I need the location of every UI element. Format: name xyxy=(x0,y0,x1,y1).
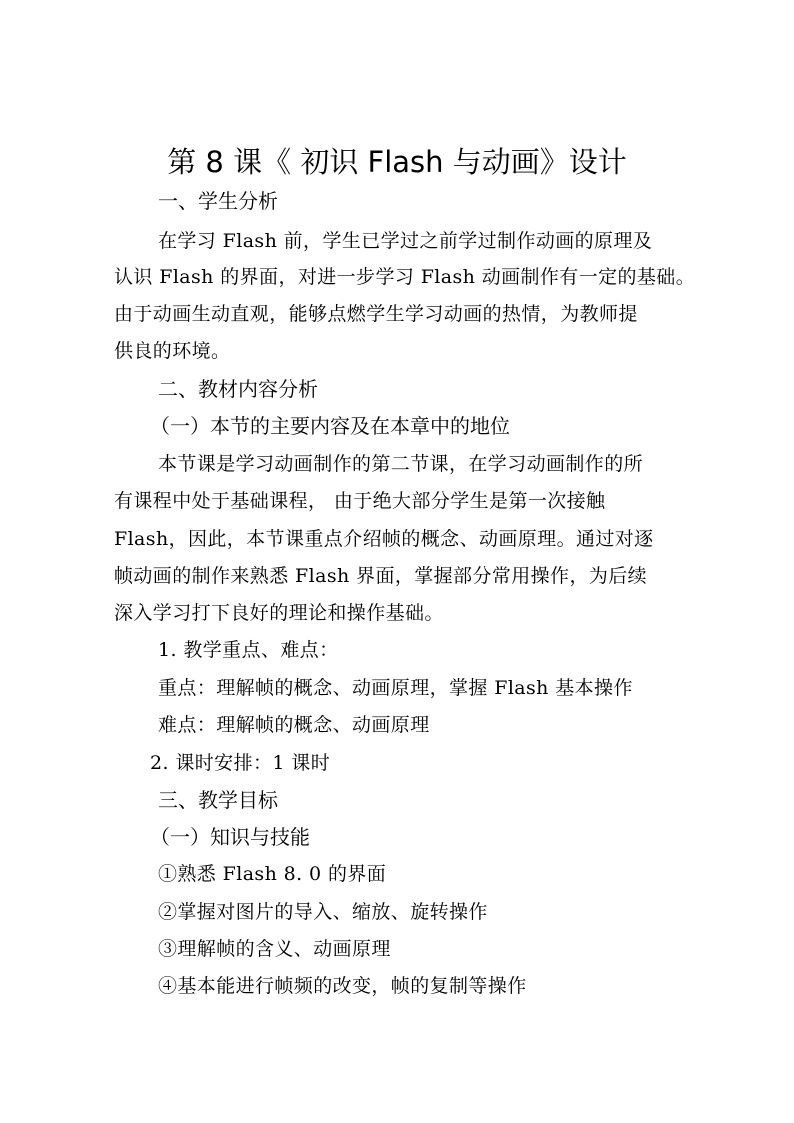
list-item-class-hours: 2. 课时安排：1 课时 xyxy=(150,752,331,774)
difficult-point-text: 难点：理解帧的概念、动画原理 xyxy=(158,714,430,736)
section-heading-content-analysis: 二、教材内容分析 xyxy=(158,377,318,401)
paragraph-line: 由于动画生动直观，能够点燃学生学习动画的热情，为教师提 xyxy=(114,303,638,325)
paragraph-line: Flash，因此，本节课重点介绍帧的概念、动画原理。通过对逐 xyxy=(114,528,654,550)
paragraph-line: 认识 Flash 的界面，对进一步学习 Flash 动画制作有一定的基础。 xyxy=(114,266,696,288)
goal-item: ③理解帧的含义、动画原理 xyxy=(158,938,391,960)
goal-item: ①熟悉 Flash 8. 0 的界面 xyxy=(158,863,387,885)
subheading-main-content: （一）本节的主要内容及在本章中的地位 xyxy=(150,414,510,438)
paragraph-line: 供良的环境。 xyxy=(114,340,231,362)
subheading-knowledge-skills: （一）知识与技能 xyxy=(150,825,310,849)
section-heading-student-analysis: 一、学生分析 xyxy=(158,189,278,213)
paragraph-line: 本节课是学习动画制作的第二节课，在学习动画制作的所 xyxy=(158,453,644,475)
paragraph-line: 帧动画的制作来熟悉 Flash 界面，掌握部分常用操作，为后续 xyxy=(114,565,648,587)
section-heading-teaching-goals: 三、教学目标 xyxy=(158,788,278,812)
goal-item: ②掌握对图片的导入、缩放、旋转操作 xyxy=(158,901,488,923)
document-title: 第 8 课《 初识 Flash 与动画》设计 xyxy=(167,145,627,179)
paragraph-line: 有课程中处于基础课程， 由于绝大部分学生是第一次接触 xyxy=(114,490,606,512)
goal-item: ④基本能进行帧频的改变，帧的复制等操作 xyxy=(158,975,527,997)
paragraph-line: 深入学习打下良好的理论和操作基础。 xyxy=(114,602,444,624)
paragraph-line: 在学习 Flash 前，学生已学过之前学过制作动画的原理及 xyxy=(158,230,653,252)
list-item-key-points: 1. 教学重点、难点： xyxy=(158,639,339,661)
key-point-text: 重点：理解帧的概念、动画原理，掌握 Flash 基本操作 xyxy=(158,677,633,699)
